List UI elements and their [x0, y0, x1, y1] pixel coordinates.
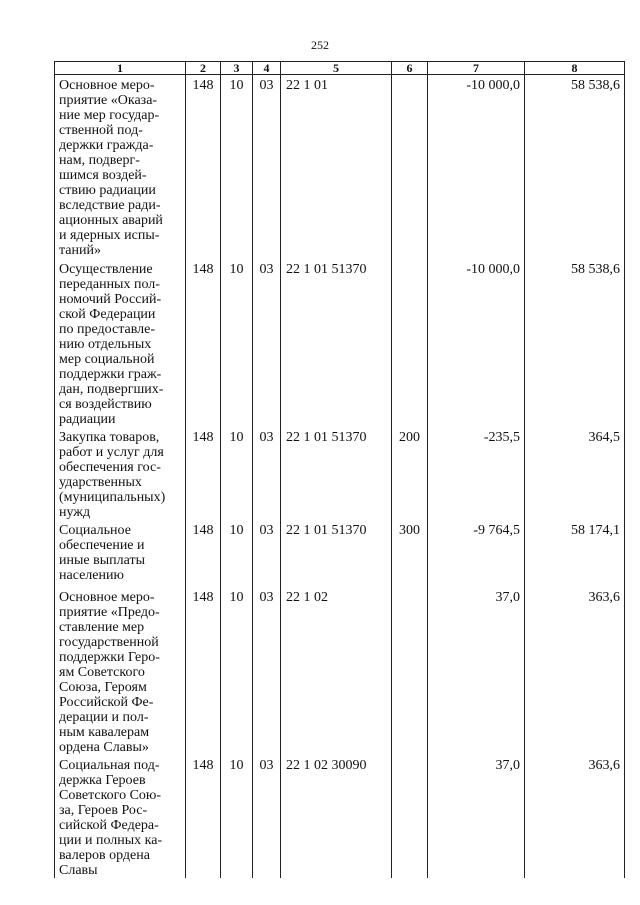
change-amount-cell: -10 000,0 [428, 75, 525, 259]
total-amount-cell: 58 538,6 [525, 75, 625, 259]
header-col-8: 8 [525, 62, 625, 75]
row-name-line: радиации [59, 411, 116, 427]
change-amount-cell: 37,0 [428, 755, 525, 878]
change-amount-cell: -10 000,0 [428, 259, 525, 427]
target-article-cell: 22 1 01 51370 [281, 259, 392, 427]
table-row [55, 75, 625, 259]
admin-code-cell: 148 [186, 520, 221, 587]
row-name-line: номочий Россий- [59, 291, 162, 307]
section-code-cell: 10 [221, 587, 253, 755]
change-amount-cell: 37,0 [428, 587, 525, 755]
header-col-7: 7 [428, 62, 525, 75]
table-row [55, 755, 625, 878]
target-article-cell: 22 1 02 [281, 587, 392, 755]
row-name-line: Закупка товаров, [59, 429, 160, 445]
subsection-code-cell: 03 [253, 75, 281, 259]
change-amount-cell: -9 764,5 [428, 520, 525, 587]
row-name-line: вследствие ради- [59, 198, 161, 213]
row-name-line: держка Героев [59, 772, 146, 788]
row-name-line: Советского Сою- [59, 787, 162, 803]
row-name-line: приятие «Предо- [59, 604, 160, 620]
row-name-cell [55, 259, 186, 427]
row-name-line: и ядерных испы- [59, 228, 160, 243]
row-name-line: ным кавалерам [59, 724, 150, 740]
row-name-line: нужд [59, 504, 91, 520]
admin-code-cell: 148 [186, 755, 221, 878]
admin-code-cell: 148 [186, 427, 221, 520]
table-body [55, 75, 625, 878]
row-name-line: шимся воздей- [59, 168, 147, 183]
row-name-line: ской Федерации [59, 306, 156, 322]
row-name-line: дерации и пол- [59, 709, 149, 725]
row-name-line: Славы [59, 862, 98, 878]
section-code-cell: 10 [221, 427, 253, 520]
table-row [55, 259, 625, 427]
row-name-line: ударственных [59, 474, 142, 490]
row-name-line: ся воздействию [59, 396, 152, 412]
subsection-code-cell: 03 [253, 520, 281, 587]
row-name-line: приятие «Оказа- [59, 93, 158, 108]
expense-type-cell [392, 755, 428, 878]
row-name-line: держки гражда- [59, 138, 154, 153]
total-amount-cell: 58 174,1 [525, 520, 625, 587]
total-amount-cell: 363,6 [525, 587, 625, 755]
table-row [55, 520, 625, 587]
target-article-cell: 22 1 01 51370 [281, 520, 392, 587]
row-name-line: ставление мер [59, 619, 145, 635]
row-name-line: поддержки граж- [59, 366, 162, 382]
row-name-line: Осуществление [59, 261, 153, 277]
row-name-cell [55, 755, 186, 878]
expense-type-cell: 200 [392, 427, 428, 520]
admin-code-cell: 148 [186, 259, 221, 427]
section-code-cell: 10 [221, 755, 253, 878]
row-name-line: Социальное [59, 522, 131, 538]
header-col-2: 2 [186, 62, 221, 75]
row-name-line: переданных пол- [59, 276, 160, 292]
row-name-line: мер социальной [59, 351, 155, 367]
row-name-line: Основное меро- [59, 78, 155, 93]
row-name-line: ние мер государ- [59, 108, 160, 123]
header-row [55, 62, 625, 75]
header-col-3: 3 [221, 62, 253, 75]
row-name-cell [55, 75, 186, 259]
row-name-line: (муниципальных) [59, 489, 166, 505]
subsection-code-cell: 03 [253, 755, 281, 878]
target-article-cell: 22 1 02 30090 [281, 755, 392, 878]
section-code-cell: 10 [221, 259, 253, 427]
row-name-line: обеспечения гос- [59, 459, 161, 475]
total-amount-cell: 364,5 [525, 427, 625, 520]
row-name-line: Основное меро- [59, 589, 155, 605]
row-name-line: нам, подверг- [59, 153, 140, 168]
row-name-line: иные выплаты [59, 552, 145, 568]
table-row [55, 587, 625, 755]
row-name-cell [55, 587, 186, 755]
header-col-5: 5 [281, 62, 392, 75]
row-name-line: ствию радиации [59, 183, 156, 198]
expense-type-cell [392, 75, 428, 259]
total-amount-cell: 58 538,6 [525, 259, 625, 427]
subsection-code-cell: 03 [253, 259, 281, 427]
header-col-6: 6 [392, 62, 428, 75]
row-name-line: ационных аварий [59, 213, 163, 228]
row-name-line: Союза, Героям [59, 679, 147, 695]
row-name-line: населению [59, 567, 124, 583]
row-name-line: нию отдельных [59, 336, 152, 352]
admin-code-cell: 148 [186, 587, 221, 755]
header-col-1: 1 [55, 62, 186, 75]
target-article-cell: 22 1 01 51370 [281, 427, 392, 520]
page-number: 252 [311, 38, 329, 52]
total-amount-cell: 363,6 [525, 755, 625, 878]
row-name-line: работ и услуг для [59, 444, 164, 460]
expense-type-cell [392, 587, 428, 755]
admin-code-cell: 148 [186, 75, 221, 259]
row-name-line: Социальная под- [59, 757, 160, 773]
subsection-code-cell: 03 [253, 587, 281, 755]
row-name-line: сийской Федера- [59, 817, 159, 833]
row-name-line: поддержки Геро- [59, 649, 160, 665]
row-name-line: ственной под- [59, 123, 143, 138]
change-amount-cell: -235,5 [428, 427, 525, 520]
table-row [55, 427, 625, 520]
subsection-code-cell: 03 [253, 427, 281, 520]
expense-type-cell [392, 259, 428, 427]
row-name-cell [55, 427, 186, 520]
row-name-line: за, Героев Рос- [59, 802, 148, 818]
row-name-line: по предоставле- [59, 321, 155, 337]
row-name-line: валеров ордена [59, 847, 150, 863]
budget-table [54, 61, 625, 878]
target-article-cell: 22 1 01 [281, 75, 392, 259]
budget-table-container [54, 61, 624, 878]
row-name-line: Российской Фе- [59, 694, 154, 710]
row-name-line: таний» [59, 243, 101, 258]
row-name-line: государственной [59, 634, 159, 650]
expense-type-cell: 300 [392, 520, 428, 587]
row-name-line: ям Советского [59, 664, 145, 680]
row-name-line: ордена Славы» [59, 739, 149, 755]
row-name-line: ции и полных ка- [59, 832, 163, 848]
section-code-cell: 10 [221, 520, 253, 587]
row-name-line: дан, подвергших- [59, 381, 164, 397]
row-name-line: обеспечение и [59, 537, 145, 553]
section-code-cell: 10 [221, 75, 253, 259]
row-name-cell [55, 520, 186, 587]
header-col-4: 4 [253, 62, 281, 75]
